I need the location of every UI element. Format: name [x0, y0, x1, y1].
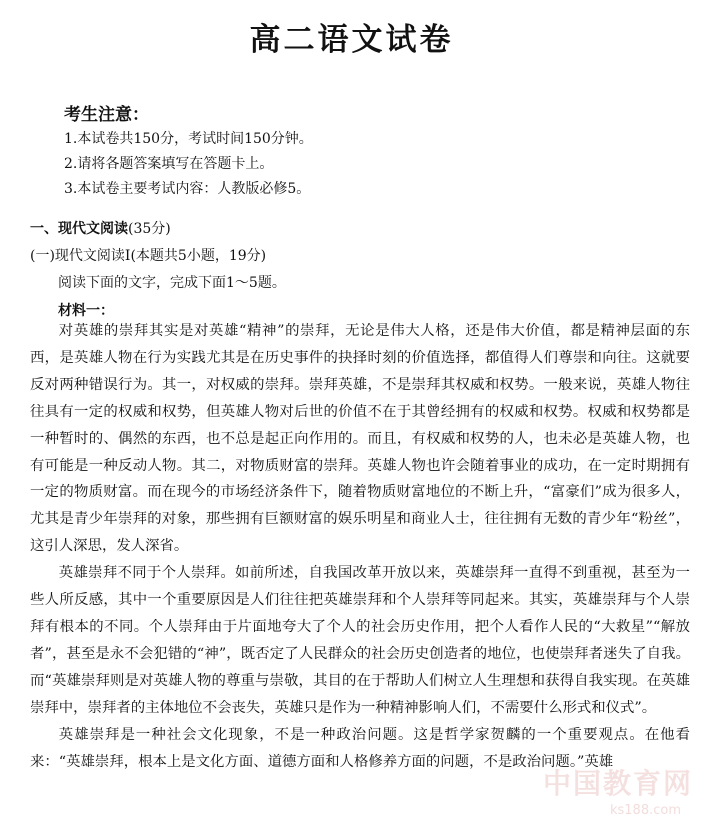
exam-title: 高二语文试卷	[249, 22, 454, 58]
section-points: (35分)	[128, 221, 171, 237]
reading-instruction: 阅读下面的文字，完成下面1～5题。	[58, 275, 286, 291]
reading-passage	[30, 318, 690, 775]
section-title: 一、现代文阅读	[30, 221, 128, 237]
notice-item-2: 2.请将各题答案填写在答题卡上。	[64, 156, 274, 172]
passage-paragraph-1: 对英雄的崇拜其实是对英雄“精神”的崇拜，无论是伟大人格，还是伟大价值，都是精神层面的东西，是英雄人物在行为实践尤其是在历史事件的抉择时刻的价值选择，都值得人们尊崇和向往。这就要反对两种错误行为。其一，对权威的崇拜。崇拜英雄，不是崇拜其权威和权势。一般来说，英雄人物往往具有一定的权威和权势，但英雄人物对后世的价值不在于其曾经拥有的权威和权势。权威和权势都是一种暂时的、偶然的东西，也不总是起正向作用的。而且，有权威和权势的人，也未必是英雄人物，也有可能是一种反动人物。其二，对物质财富的崇拜。英雄人物也许会随着事业的成功，在一定时期拥有一定的物质财富。而在现今的市场经济条件下，随着物质财富地位的不断上升，“富豪们”成为很多人，尤其是青少年崇拜的对象，那些拥有巨额财富的娱乐明星和商业人士，往往拥有无数的青少年“粉丝”，这引人深思，发人深省。	[30, 323, 690, 555]
material-label: 材料一：	[58, 303, 114, 319]
watermark-text: 中国教育网	[542, 767, 693, 800]
notice-item-1: 1.本试卷共150分，考试时间150分钟。	[64, 131, 313, 147]
section-heading	[30, 218, 171, 238]
notice-heading: 考生注意：	[64, 105, 149, 125]
passage-paragraph-3: 英雄崇拜是一种社会文化现象，不是一种政治问题。这是哲学家贺麟的一个重要观点。在他看来：“英雄崇拜，根本上是文化方面、道德方面和人格修养方面的问题，不是政治问题。”英雄	[30, 726, 690, 770]
notice-list	[64, 127, 313, 202]
passage-paragraph-2: 英雄崇拜不同于个人崇拜。如前所述，自我国改革开放以来，英雄崇拜一直得不到重视，甚至为一些人所反感，其中一个重要原因是人们往往把英雄崇拜和个人崇拜等同起来。其实，英雄崇拜与个人崇拜有根本的不同。个人崇拜由于片面地夸大了个人的社会历史作用，把个人看作人民的“大救星”“解放者”，甚至是永不会犯错的“神”，既否定了人民群众的社会历史创造者的地位，也使崇拜者迷失了自我。而“英雄崇拜则是对英雄人物的尊重与崇敬，其目的在于帮助人们树立人生理想和获得自我实现。在英雄崇拜中，崇拜者的主体地位不会丧失，英雄只是作为一种精神影响人们，不需要什么形式和仪式”。	[30, 565, 690, 716]
subsection-heading: (一)现代文阅读Ⅰ(本题共5小题，19分)	[30, 248, 267, 264]
notice-item-3: 3.本试卷主要考试内容：人教版必修5。	[64, 181, 311, 197]
watermark-url: ks188.com	[609, 803, 681, 818]
